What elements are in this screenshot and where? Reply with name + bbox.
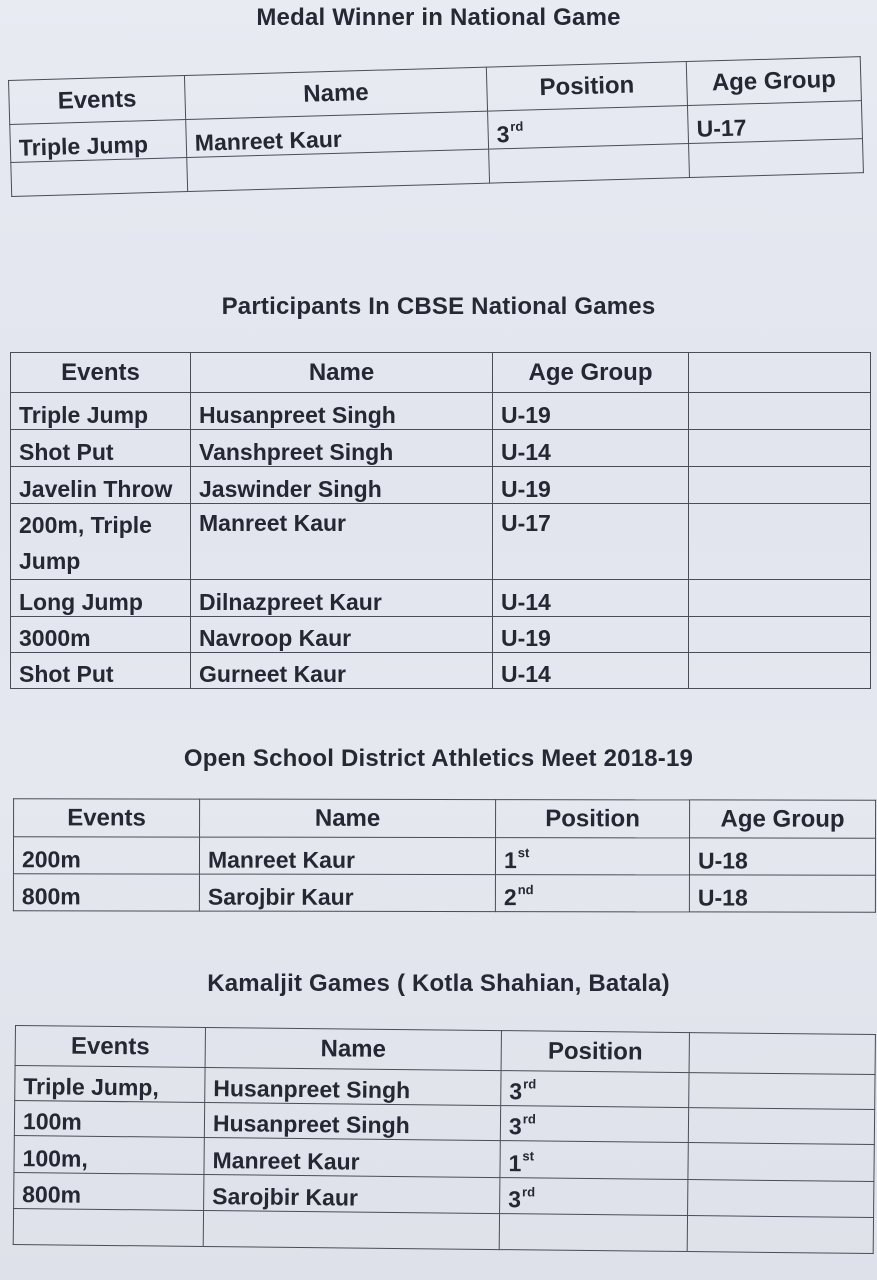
table-row xyxy=(11,504,871,580)
position-number: 1 xyxy=(503,847,517,874)
position-number: 3 xyxy=(509,1078,523,1105)
table-row-empty xyxy=(13,1208,873,1253)
cell-age-group: U-19 xyxy=(493,467,689,504)
cell-age-group: U-17 xyxy=(687,101,862,144)
table-header-row xyxy=(11,353,871,393)
table-row xyxy=(11,467,871,504)
cell-empty xyxy=(689,1073,875,1110)
cell-event: 3000m xyxy=(11,617,191,653)
table-row xyxy=(11,580,871,617)
cell-name: Husanpreet Singh xyxy=(191,393,493,430)
cell-event: 100m, xyxy=(14,1135,204,1174)
cell-empty xyxy=(689,430,871,467)
table-row xyxy=(11,617,871,653)
section-title-district-meet: Open School District Athletics Meet 2018-19 xyxy=(183,745,694,772)
cell-event: Shot Put xyxy=(11,653,191,689)
header-events: Events xyxy=(15,1026,205,1068)
cell-empty xyxy=(687,1216,873,1254)
cell-empty xyxy=(499,1214,687,1252)
cell-name: Husanpreet Singh xyxy=(204,1102,500,1140)
cell-name: Jaswinder Singh xyxy=(191,467,493,504)
cell-name: Manreet Kaur xyxy=(191,504,493,580)
cell-name: Dilnazpreet Kaur xyxy=(191,580,493,617)
cell-age-group: U-18 xyxy=(689,838,875,875)
position-number: 3 xyxy=(508,1186,522,1213)
cell-position xyxy=(500,1178,688,1216)
cell-event: Triple Jump xyxy=(11,393,191,430)
cell-empty xyxy=(689,393,871,430)
cell-position xyxy=(495,838,689,875)
cell-age-group: U-19 xyxy=(493,617,689,653)
participants-table xyxy=(10,352,871,689)
position-number: 1 xyxy=(508,1150,522,1177)
header-name: Name xyxy=(191,353,493,393)
position-number: 3 xyxy=(508,1113,522,1140)
position-suffix: st xyxy=(522,1148,535,1164)
cell-event: 200m, Triple Jump xyxy=(11,504,191,580)
cell-empty xyxy=(688,1180,874,1218)
district-meet-table xyxy=(13,798,876,913)
header-name: Name xyxy=(200,799,496,838)
table-row xyxy=(11,393,871,430)
position-number: 3 xyxy=(496,121,510,148)
cell-empty xyxy=(11,158,188,197)
position-suffix: nd xyxy=(517,882,534,898)
cell-position xyxy=(500,1106,688,1143)
cell-empty xyxy=(689,580,871,617)
cell-name: Manreet Kaur xyxy=(199,837,495,875)
cell-age-group: U-14 xyxy=(493,580,689,617)
cell-event: 800m xyxy=(13,874,199,911)
cell-empty xyxy=(689,467,871,504)
cell-name: Sarojbir Kaur xyxy=(204,1174,500,1213)
section-title-medal-winner: Medal Winner in National Game xyxy=(256,4,621,31)
header-events: Events xyxy=(9,76,186,125)
header-age-group: Age Group xyxy=(493,353,689,393)
table-row xyxy=(11,653,871,689)
cell-empty xyxy=(13,1208,203,1246)
cell-event: Triple Jump xyxy=(10,120,187,163)
cell-empty xyxy=(689,617,871,653)
cell-name: Manreet Kaur xyxy=(204,1137,500,1177)
cell-event: Long Jump xyxy=(11,580,191,617)
cell-name: Vanshpreet Singh xyxy=(191,430,493,467)
cell-age-group: U-18 xyxy=(689,875,875,912)
header-age-group: Age Group xyxy=(690,800,876,838)
cell-event: 200m xyxy=(13,837,199,874)
cell-name: Sarojbir Kaur xyxy=(199,874,495,912)
cell-event: Javelin Throw xyxy=(11,467,191,504)
cell-position xyxy=(488,106,689,150)
table-header-row xyxy=(14,799,876,839)
cell-empty xyxy=(689,353,871,393)
table-row xyxy=(13,837,875,876)
cell-empty xyxy=(203,1210,499,1249)
cell-empty xyxy=(688,1108,874,1145)
header-position: Position xyxy=(496,800,690,838)
header-age-group: Age Group xyxy=(686,57,861,106)
medal-winner-table xyxy=(8,56,864,197)
cell-age-group: U-14 xyxy=(493,430,689,467)
cell-age-group: U-17 xyxy=(493,504,689,580)
cell-event: Triple Jump, xyxy=(15,1066,205,1103)
kamaljit-games-table xyxy=(13,1025,876,1254)
position-number: 2 xyxy=(503,884,517,911)
position-suffix: rd xyxy=(523,1076,537,1092)
cell-empty xyxy=(489,144,690,184)
header-position: Position xyxy=(486,62,687,112)
header-events: Events xyxy=(14,799,200,837)
table-row xyxy=(13,874,875,913)
cell-name: Navroop Kaur xyxy=(191,617,493,653)
cell-empty xyxy=(689,139,864,178)
cell-name: Husanpreet Singh xyxy=(205,1067,501,1105)
position-suffix: rd xyxy=(510,118,524,134)
cell-empty xyxy=(689,653,871,689)
cell-empty xyxy=(689,1033,875,1075)
cell-empty xyxy=(689,504,871,580)
section-title-kamaljit-games: Kamaljit Games ( Kotla Shahian, Batala) xyxy=(207,970,670,997)
header-position: Position xyxy=(501,1031,689,1073)
cell-age-group: U-14 xyxy=(493,653,689,689)
cell-name: Manreet Kaur xyxy=(186,111,489,157)
cell-event: Shot Put xyxy=(11,430,191,467)
cell-position xyxy=(500,1141,688,1180)
position-suffix: st xyxy=(517,845,530,861)
cell-position xyxy=(495,875,689,912)
section-title-participants: Participants In CBSE National Games xyxy=(221,293,656,320)
header-name: Name xyxy=(184,67,487,119)
header-name: Name xyxy=(205,1027,501,1070)
cell-position xyxy=(501,1071,689,1108)
header-events: Events xyxy=(11,353,191,393)
cell-age-group: U-19 xyxy=(493,393,689,430)
table-row xyxy=(11,430,871,467)
position-suffix: rd xyxy=(521,1184,536,1200)
cell-name: Gurneet Kaur xyxy=(191,653,493,689)
cell-empty xyxy=(688,1143,874,1182)
cell-event: 800m xyxy=(14,1172,204,1210)
position-suffix: rd xyxy=(522,1111,536,1127)
cell-event: 100m xyxy=(14,1101,204,1138)
